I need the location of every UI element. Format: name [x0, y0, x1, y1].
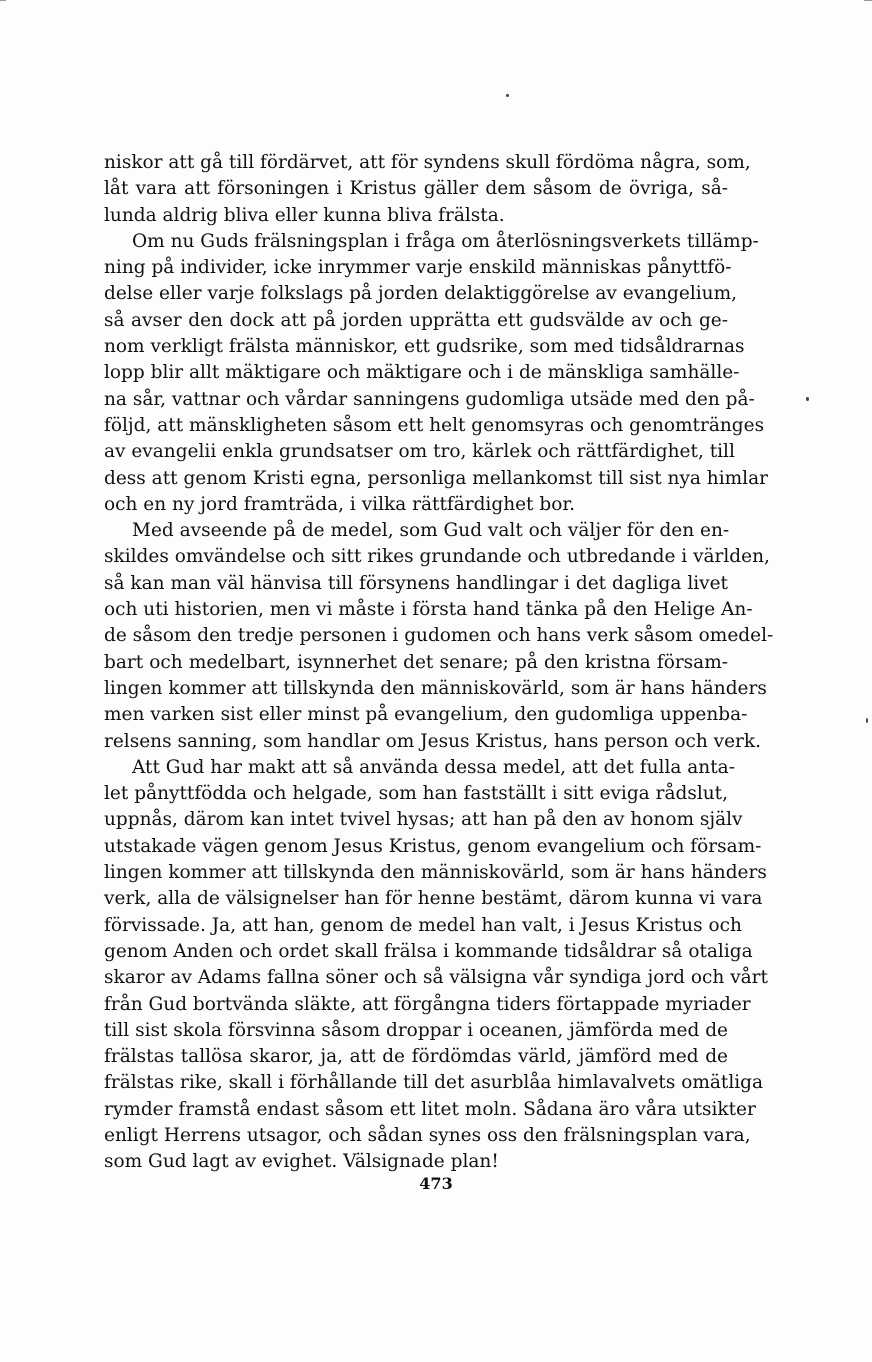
print-speck — [506, 94, 509, 97]
text-line: så avser den dock att på jorden upprätta ett gudsvälde av och ge- — [104, 309, 728, 331]
text-line: men varken sist eller minst på evangelium, den gudomliga uppenba- — [104, 704, 748, 726]
text-line: lingen kommer att tillskynda den människovärld, som är hans händers — [104, 677, 767, 699]
text-line: följd, att mänskligheten såsom ett helt genomsyras och genomtränges — [104, 414, 765, 436]
text-line: frälstas tallösa skaror, ja, att de fördömdas värld, jämförd med de — [104, 1046, 728, 1068]
text-line: av evangelii enkla grundsatser om tro, kärlek och rättfärdighet, till — [104, 441, 735, 463]
text-line: delse eller varje folkslags på jorden delaktiggörelse av evangelium, — [104, 283, 738, 305]
text-line: let pånyttfödda och helgade, som han fastställt i sitt eviga rådslut, — [104, 783, 728, 805]
text-line: ning på individer, icke inrymmer varje enskild människas pånyttfö- — [104, 257, 732, 279]
print-speck — [866, 718, 868, 723]
text-line: relsens sanning, som handlar om Jesus Kristus, hans person och verk. — [104, 730, 761, 752]
paragraph — [104, 229, 768, 518]
text-line: niskor att gå till fördärvet, att för syndens skull fördöma några, som, — [104, 152, 751, 173]
text-line: lingen kommer att tillskynda den människovärld, som är hans händers — [104, 862, 767, 884]
text-line: som Gud lagt av evighet. Välsignade plan! — [104, 1151, 499, 1173]
body-text — [104, 150, 774, 1176]
text-line: till sist skola försvinna såsom droppar i oceanen, jämförda med de — [104, 1019, 728, 1041]
text-line: från Gud bortvända släkte, att förgångna tiders förtappade myriader — [104, 993, 751, 1015]
text-line: Med avseende på de medel, som Gud valt och väljer för den en- — [132, 520, 730, 542]
text-line: enligt Herrens utsagor, och sådan synes oss den frälsningsplan vara, — [104, 1124, 751, 1146]
scan-edge-mark — [864, 0, 872, 1]
text-line: och en ny jord framträda, i vilka rättfärdighet bor. — [104, 493, 576, 515]
text-line: frälstas rike, skall i förhållande till det asurblåa himlavalvets omätliga — [104, 1072, 764, 1094]
paragraph — [104, 755, 768, 1176]
text-line: nom verkligt frälsta människor, ett gudsrike, som med tidsåldrarnas — [104, 336, 745, 358]
page-number: 473 — [419, 1174, 453, 1193]
paragraph — [104, 518, 774, 755]
text-line: låt vara att försoningen i Kristus gäller dem såsom de övriga, så- — [104, 178, 728, 200]
text-line: rymder framstå endast såsom ett litet moln. Sådana äro våra utsikter — [104, 1098, 756, 1120]
text-line: verk, alla de välsignelser han för henne bestämt, därom kunna vi vara — [104, 888, 763, 910]
text-line: och uti historien, men vi måste i första hand tänka på den Helige An- — [104, 599, 753, 621]
text-line: lunda aldrig bliva eller kunna bliva frälsta. — [104, 204, 505, 226]
paragraph — [104, 150, 751, 229]
text-line: så kan man väl hänvisa till försynens handlingar i det dagliga livet — [104, 572, 728, 594]
text-line: bart och medelbart, isynnerhet det senare; på den kristna försam- — [104, 651, 728, 673]
print-speck — [806, 397, 809, 401]
text-line: skildes omvändelse och sitt rikes grundande och utbredande i världen, — [104, 546, 770, 568]
text-line: Att Gud har makt att så använda dessa medel, att det fulla anta- — [132, 756, 735, 778]
text-line: lopp blir allt mäktigare och mäktigare och i de mänskliga samhälle- — [104, 362, 740, 384]
text-line: uppnås, därom kan intet tvivel hysas; att han på den av honom själv — [104, 809, 743, 831]
text-line: skaror av Adams fallna söner och så välsigna vår syndiga jord och vårt — [104, 967, 768, 989]
text-line: de såsom den tredje personen i gudomen och hans verk såsom omedel- — [104, 625, 774, 647]
scan-edge-mark — [0, 0, 6, 1]
text-line: na sår, vattnar och vårdar sanningens gudomliga utsäde med den på- — [104, 388, 755, 410]
text-line: dess att genom Kristi egna, personliga mellankomst till sist nya himlar — [104, 467, 768, 489]
text-line: förvissade. Ja, att han, genom de medel han valt, i Jesus Kristus och — [104, 914, 742, 936]
text-line: Om nu Guds frälsningsplan i fråga om återlösningsverkets tillämp- — [132, 230, 759, 252]
text-line: genom Anden och ordet skall frälsa i kommande tidsåldrar så otaliga — [104, 940, 753, 962]
text-line: utstakade vägen genom Jesus Kristus, genom evangelium och försam- — [104, 835, 762, 857]
